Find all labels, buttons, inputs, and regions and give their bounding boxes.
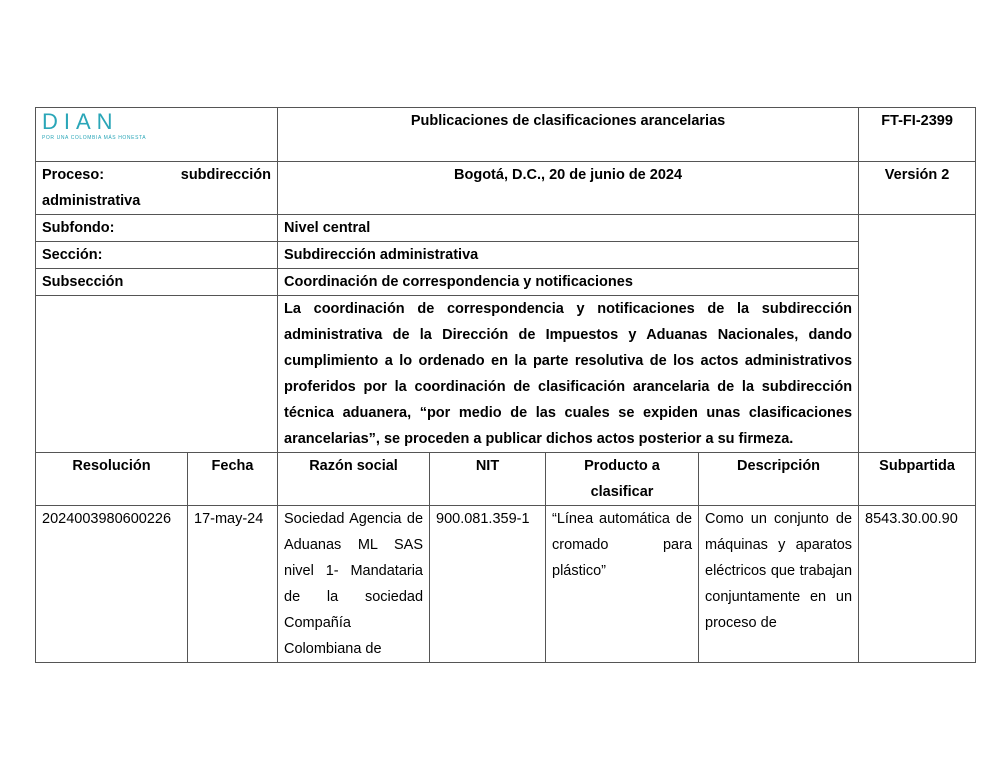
process-value-line2: administrativa [42, 193, 141, 209]
process-label: Proceso: [42, 167, 105, 183]
table-header-row [36, 453, 976, 506]
logo-tagline: POR UNA COLOMBIA MÁS HONESTA [42, 135, 147, 141]
cell-subpartida: 8543.30.00.90 [859, 506, 976, 663]
subfondo-value: Nivel central [278, 215, 859, 242]
column-header-razon-social: Razón social [278, 453, 430, 506]
seccion-value: Subdirección administrativa [278, 242, 859, 269]
column-header-resolucion: Resolución [36, 453, 188, 506]
cell-fecha: 17-may-24 [188, 506, 278, 663]
document-title: Publicaciones de clasificaciones arancelarias [278, 108, 859, 162]
place-date: Bogotá, D.C., 20 de junio de 2024 [278, 162, 859, 215]
process-value-line1: subdirección [180, 167, 272, 183]
statement-empty-cell [36, 296, 278, 453]
column-header-fecha: Fecha [188, 453, 278, 506]
subseccion-label: Subsección [36, 269, 278, 296]
column-header-producto: Producto a clasificar [546, 453, 699, 506]
seccion-label: Sección: [36, 242, 278, 269]
column-header-subpartida: Subpartida [859, 453, 976, 506]
publication-statement: La coordinación de correspondencia y notificaciones de la subdirección administrativa de la Dirección de Impuestos y Aduanas Nacionales, dando cumplimiento a lo ordenado en la parte resolutiva de los actos administrativos proferidos por la coordinación de clasificación arancelaria de la subdirección técnica aduanera, “por medio de las cuales se expiden unas clasificaciones arancelarias”, se proceden a publicar dichos actos posterior a su firmeza. [278, 296, 859, 453]
right-empty-cell [859, 215, 976, 453]
subfondo-label: Subfondo: [36, 215, 278, 242]
process-cell [36, 162, 278, 215]
logo-wordmark: DIAN [42, 109, 119, 134]
cell-resolucion: 2024003980600226 [36, 506, 188, 663]
cell-razon-social: Sociedad Agencia de Aduanas ML SAS nivel 1- Mandataria de la sociedad Compañía Colombiana de [278, 506, 430, 663]
cell-nit: 900.081.359-1 [430, 506, 546, 663]
version: Versión 2 [859, 162, 976, 215]
cell-descripcion: Como un conjunto de máquinas y aparatos eléctricos que trabajan conjuntamente en un proceso de [699, 506, 859, 663]
document-code: FT-FI-2399 [859, 108, 976, 162]
publication-table [35, 107, 976, 663]
dian-logo [42, 108, 271, 142]
table-row [36, 506, 976, 663]
subseccion-value: Coordinación de correspondencia y notificaciones [278, 269, 859, 296]
column-header-descripcion: Descripción [699, 453, 859, 506]
column-header-nit: NIT [430, 453, 546, 506]
cell-producto: “Línea automática de cromado para plástico” [546, 506, 699, 663]
document-sheet [35, 107, 975, 663]
logo-cell [36, 108, 278, 162]
